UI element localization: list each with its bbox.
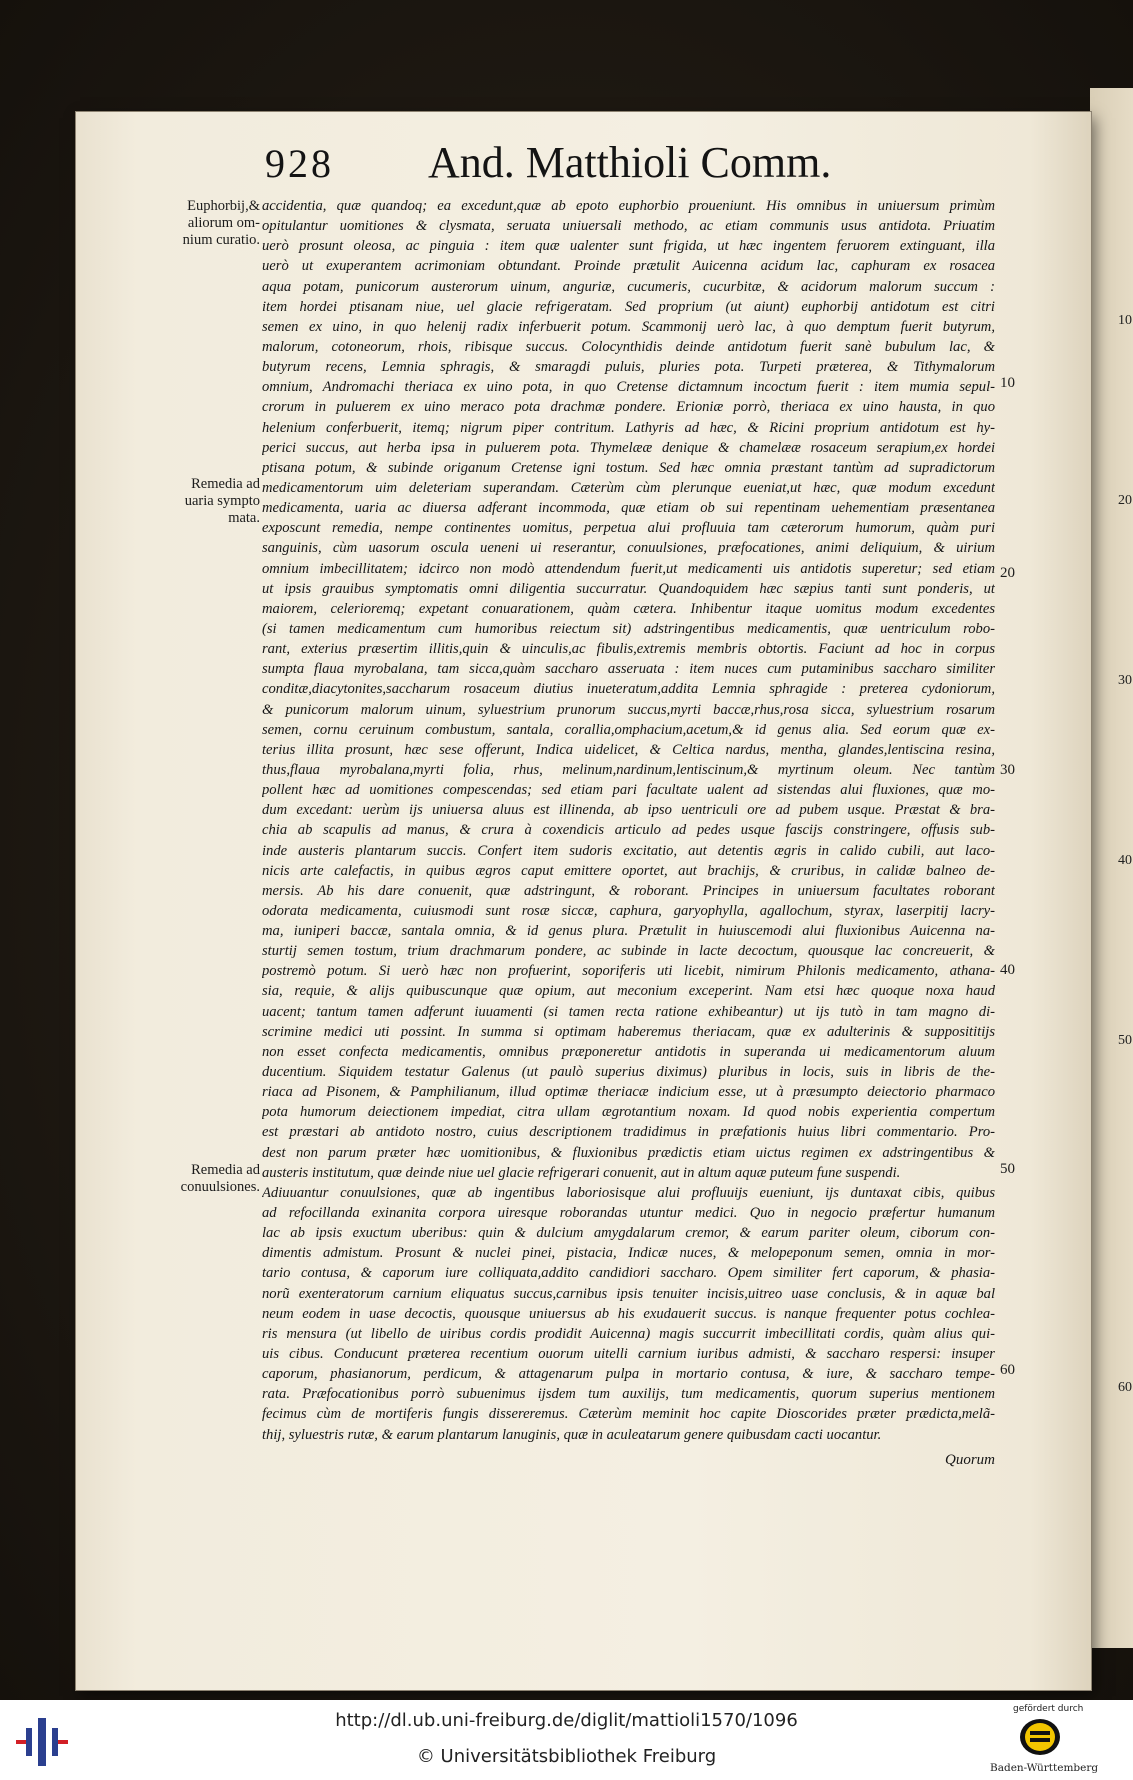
- text-line: Adiuuantur conuulsiones, quæ ab ingentibus laboriosisque alui profluuijs eueniunt, ijs duntaxat cibis, quibus: [262, 1184, 995, 1201]
- line-number: 20: [1000, 565, 1015, 581]
- page-number: 928: [265, 141, 334, 186]
- text-line: austeris institutum, quæ deinde niue uel glacie refrigerari conuenit, aut in altum aquæ puteum fune suspendi.: [262, 1164, 901, 1181]
- adjacent-line-number: 50: [1118, 1033, 1132, 1048]
- adjacent-page-edge: [1090, 88, 1133, 1648]
- text-line: thus,flaua myrobalana,myrti folia, rhus, melinum,nardinum,lentiscinum,& myrtinum oleum. Nec tantùm: [262, 761, 995, 778]
- text-line: medicamenta, uaria ac diuersa adferant incommoda, quæ etiam ob sui repentinam uehementiam præsentanea: [262, 500, 995, 517]
- margin-note-symptoms: Remedia ad uaria sympto mata.: [184, 476, 260, 526]
- text-line: ma, iuniperi baccæ, santala omnia, & id genus plura. Prætulit in huiuscemodi alui fluxionibus Auicenna na-: [262, 923, 995, 940]
- catchword: Quorum: [945, 1452, 996, 1468]
- sponsor-label: gefördert durch: [1013, 1704, 1084, 1714]
- text-line: rant, exterius præsertim illitis,quin & uinculis,ac fibulis,extremis membris obtortis. Faciunt ad hoc in corpus: [262, 641, 995, 658]
- text-line: semen ex uino, in quo helenij radix inferbuerit potum. Scammonij uerò lac, à quo demptum fuerit butyrum,: [262, 318, 995, 335]
- line-number: 60: [1000, 1362, 1015, 1378]
- text-line: opitulantur uomitiones & clysmata, seruata uniuersali methodo, ac etiam communis usus antidota. Priuatim: [262, 218, 995, 235]
- text-line: ris mensura (ut libello de uiribus cordis prodidit Auicenna) magis succurrit imbecillitati cordis, quàm alius qui-: [262, 1325, 995, 1342]
- text-line: ut ipsis grauibus symptomatis omni diligentia succurratur. Quandoquidem hæc sæpius tanti sunt ponderis, ut: [262, 580, 995, 597]
- text-line: chia ab scapulis ad manus, & crura à coxendicis articulo ad pedes usque fascijs constringere, offusis sub-: [262, 822, 995, 839]
- text-line: sia, requie, & alijs quibuscunque quæ opium, aut meconium exceperint. Nam etsi hæc quoque noxa haud: [262, 983, 995, 1000]
- text-line: uacent; tantum tamen adferunt iuuamenti (si tamen recta ratione exhibeantur) ut ijs tutò in tam magno di-: [262, 1003, 995, 1020]
- text-line: maiorem, celerioremq; expetant conuarationem, quàm cætera. Inhibentur itaque uomitus modum excedentes: [262, 600, 995, 617]
- text-line: scrimine medici uti possint. In summa si optimam haberemus theriacam, quæ ex adulterinis & supposititijs: [262, 1023, 995, 1040]
- text-line: item hordei ptisanam niue, uel glacie refrigeratam. Sed proprium (ut aiunt) euphorbij antidotum est citri: [262, 298, 995, 315]
- text-line: medicamentorum uim deleteriam superandam. Cæterùm cùm plerunque eueniat,ut hæc, quæ modum excedunt: [262, 479, 995, 496]
- text-line: semen, cornu ceruinum combustum, santala, corallia,omphacium,acetum,& id genus alia. Sed eorum quæ ex-: [262, 721, 995, 738]
- body-text: [262, 196, 995, 1445]
- text-line: odorata medicamenta, cuiusmodi sunt rosæ siccæ, caphura, garyophylla, agallochum, styrax, laserpitij lacry-: [262, 902, 995, 919]
- line-number: 30: [1000, 762, 1015, 778]
- line-number: 50: [1000, 1161, 1015, 1177]
- adjacent-line-number: 30: [1118, 673, 1132, 688]
- adjacent-line-number: 40: [1118, 853, 1132, 868]
- margin-note-euphorbium: Euphorbij,& aliorum om-nium curatio.: [182, 198, 260, 248]
- sponsor-name: Baden-Württemberg: [990, 1762, 1099, 1774]
- text-line: rata. Præfocationibus porrò subuenimus ijsdem tum auxilijs, tum medicamentis, quorum superius mentionem: [262, 1386, 995, 1403]
- text-line: conditæ,diacytonites,saccharum rosaceum diutius inueteratum,addita Lemnia sphragide : preterea cydoniorum,: [262, 681, 995, 698]
- text-line: mersis. Ab his dare conuenit, quæ adstringunt, & roborant. Principes in uniuersum facultates roborant: [262, 882, 995, 899]
- text-line: uerò prosunt oleosa, ac pinguia : item quæ ualenter sunt frigida, ut hæc ingentem feruorem extinguant, illa: [262, 238, 995, 255]
- text-line: ptisana potum, & subinde origanum Cretense igni tostum. Sed hæc omnia præstant tantùm ad supradictorum: [262, 459, 995, 476]
- adjacent-line-number: 20: [1118, 493, 1132, 508]
- text-line: (si tamen medicamentum cum humoribus reiectum sit) adstringentibus medicamentis, quæ uentriculum robo-: [262, 620, 995, 637]
- text-line: inde austeris plantarum succis. Confert item sudoris excitatio, aut detentis ægris in calido cubili, aut laco-: [262, 842, 995, 859]
- text-line: thij, syluestris rutæ, & earum plantarum lanuginis, quæ in aculeatarum genere quibusdam cacti uocantur.: [262, 1426, 882, 1443]
- text-line: sumpta flaua myrobalana, tam sicca,quàm saccharo asseruata : item nuces cum putaminibus saccharo similiter: [262, 661, 995, 678]
- text-line: dest non parum præter hæc uomitionibus, & fluxionibus prædictis etiam uictus regimen ex adstringentibus &: [262, 1144, 995, 1161]
- text-line: & punicorum malorum uinum, syluestrium prunorum succus,myrti baccæ,rhus,rosa sicca, syluestrium rosarum: [262, 701, 995, 718]
- text-line: crorum in puluerem ex uino meraco pota drachmæ pondere. Erioniæ porrò, theriaca ex uino hausta, in quo: [262, 399, 995, 416]
- text-line: riaca ad Pisonem, & Pamphilianum, illud optimæ theriacæ indicium esse, ut à præsumpto deiectorio pharmaco: [262, 1084, 995, 1101]
- line-number: 40: [1000, 962, 1015, 978]
- text-line: butyrum recens, Lemnia sphragis, & smaragdi puluis, pluries pota. Turpeti præterea, & Tithymalorum: [262, 359, 995, 376]
- text-line: malorum, cotoneorum, rhois, ribisque succus. Colocynthidis deinde antidotum fuerit sanè bubulum lac, &: [262, 338, 995, 355]
- margin-note-convulsions: Remedia ad conuulsiones.: [180, 1162, 260, 1195]
- text-line: non esset confecta medicamentis, omnibus præponeretur antidotis in superanda ui medicamentorum aluum: [262, 1043, 995, 1060]
- viewer-footer: [0, 1700, 1133, 1780]
- text-line: sturtij semen tostum, trium drachmarum pondere, ac subinde in lacte decoctum, quousque lac concreuerit, &: [262, 943, 995, 960]
- text-line: ad refocillanda exinanita corpora uiresque roborandas utuntur medici. Quo in negocio præfertur humanum: [262, 1205, 995, 1222]
- text-line: est præstari ab antidoto nostro, cuius descriptionem tradidimus in præfationis huius libri commentario. Pro-: [262, 1124, 995, 1141]
- text-line: uis cibus. Conducunt præterea recentium ouorum uitelli carnium iuribus admisti, & saccharo respersi: insuper: [262, 1346, 995, 1363]
- text-line: fecimus cùm de mortiferis fungis dissereremus. Cæterùm meminit hoc capite Dioscorides præter prædicta,melã-: [262, 1406, 995, 1423]
- text-line: postremò potum. Si uerò hæc non profuerint, soporiferis uti licebit, nimirum Philonis medicamento, athana-: [262, 963, 995, 980]
- text-line: uerò ut exuperantem acrimoniam obtundant. Proinde prætulit Auicenna acidum lac, caphuram ex rosacea: [262, 258, 995, 275]
- coat-of-arms-icon: [1018, 1717, 1062, 1757]
- text-line: exposcunt remedia, nempe continentes uomitus, perpetua alui profluuia tam cæterorum humorum, quàm puri: [262, 520, 995, 537]
- adjacent-line-number: 60: [1118, 1380, 1132, 1395]
- text-line: caporum, phasianorum, perdicum, & attagenarum pulpa in mortario contusa, & iure, & saccharo tempe-: [262, 1366, 995, 1383]
- text-line: pota humorum deiectionem impediat, citra ullam ægrotantium noxam. Id quod nobis experientia compertum: [262, 1104, 995, 1121]
- text-line: helenium conferbuerit, itemq; nigrum piper contritum. Lathyris ad hæc, & Ricini proprium antidotum est hy-: [262, 419, 995, 436]
- text-line: norũ exenteratorum carnium eliquatus succus,carnibus ipsis tenuiter incisis,uitreo uase conclusis, & in aquæ bal: [262, 1285, 995, 1302]
- text-line: ducentium. Siquidem testatur Galenus (ut paulò superius diximus) pluribus in locis, suis in libris de the-: [262, 1064, 995, 1081]
- text-line: nicis arte calefactis, in quibus ægros caput emittere oportet, aut brachijs, & cruribus, in calidæ balneo de-: [262, 862, 995, 879]
- running-title: And. Matthioli Comm.: [428, 138, 832, 187]
- text-line: lac ab ipsis exuctum uberibus: quin & dulcium amygdalarum cremor, & earum pariter oleum, ciborum con-: [262, 1225, 995, 1242]
- text-line: perici succus, aut herba ipsa in puluerem pota. Thymelææ denique & chamelææ rosaceum serapium,ex hordei: [262, 439, 995, 456]
- text-line: aqua potam, punicorum austerorum uinum, anguriæ, cucumeris, cucurbitæ, & acidorum malorum succum :: [262, 278, 995, 295]
- text-line: neum eodem in uase decoctis, quousque uniuersus ab his exudauerit succus. is nanque frequenter potus cochlea-: [262, 1305, 995, 1322]
- text-line: tario contusa, & caporum iure colliquata,addito candidiori saccharo. Opem similiter fert caporum, & phasia-: [262, 1265, 995, 1282]
- document-url-link[interactable]: http://dl.ub.uni-freiburg.de/diglit/mattioli1570/1096: [335, 1710, 798, 1731]
- text-line: dimentis admistum. Prosunt & nuclei pinei, pistacia, Indicæ nuces, & melopeponum semen, omnia in mor-: [262, 1245, 995, 1262]
- adjacent-line-number: 10: [1118, 313, 1132, 328]
- line-number: 10: [1000, 375, 1015, 391]
- text-line: omnium, Andromachi theriaca ex uino pota, in quo Cretense dictamnum incoctum fuerit : item mumia sepul-: [262, 379, 995, 396]
- text-line: dum excedant: uerùm ijs uniuersa aluus est illinenda, ab ipso uentriculi ore ad pubem usque. Præstat & bra-: [262, 802, 995, 819]
- text-line: accidentia, quæ quandoq; ea excedunt,quæ ab epoto euphorbio proueniunt. His omnibus in uniuersum primùm: [262, 198, 995, 214]
- text-line: terius illita prosunt, hæc sese offerunt, Indica uidelicet, & Celtica nardus, mentha, glandes,lentiscina resina,: [262, 741, 995, 758]
- text-line: pollent hæc ad uomitiones compescendas; sed etiam pari facultate ualent ad sistendas alui fluxiones, quæ mo-: [262, 782, 995, 799]
- text-line: omnium imbecillitatem; idcirco non modò attendendum fuerit,ut medicamenti uis antidotis superetur; sed etiam: [262, 560, 995, 577]
- copyright-notice: © Universitätsbibliothek Freiburg: [416, 1746, 717, 1767]
- text-line: sanguinis, cùm uasorum oscula ueneni ui reserantur, conuulsiones, præfocationes, animi deliquium, & uirium: [262, 540, 995, 557]
